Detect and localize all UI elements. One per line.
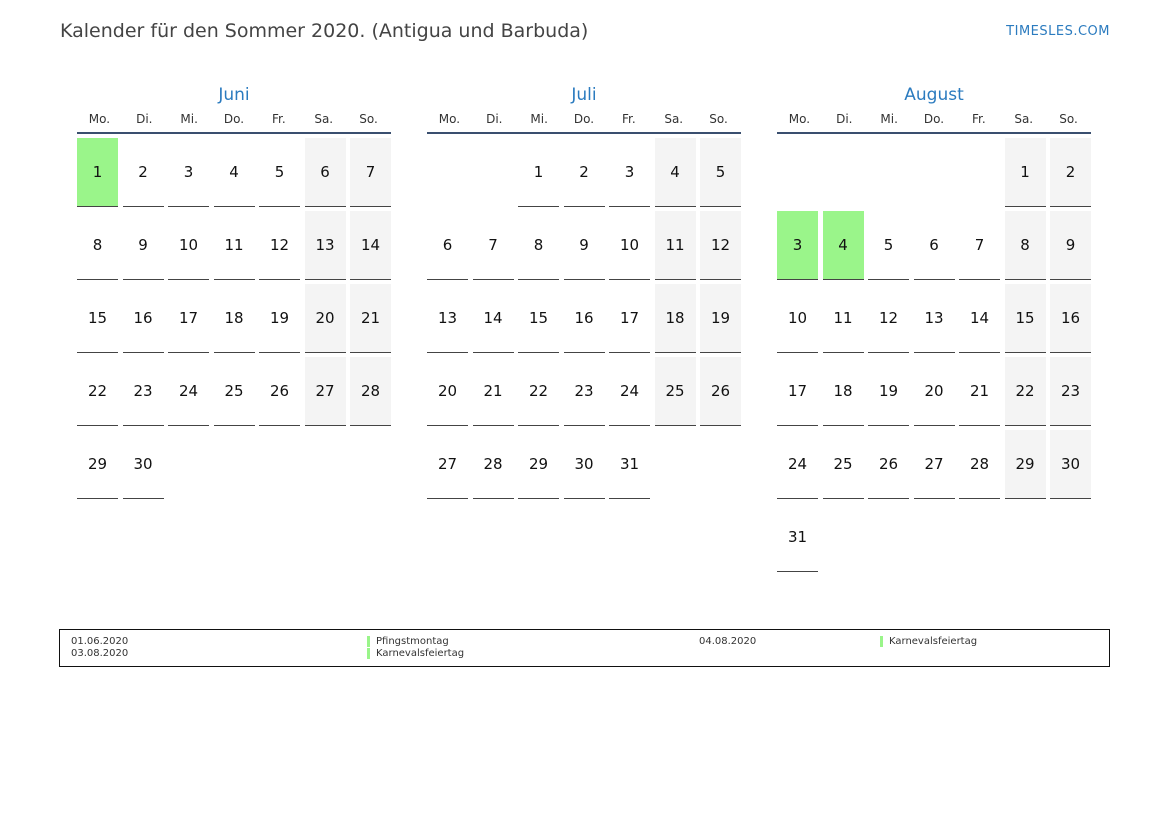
day-cell[interactable]: 4: [214, 138, 255, 207]
day-cell[interactable]: 9: [1050, 211, 1091, 280]
weekday-label: Do.: [573, 112, 595, 126]
day-cell[interactable]: 7: [959, 211, 1000, 280]
day-cell[interactable]: 22: [518, 357, 559, 426]
day-cell[interactable]: 23: [1050, 357, 1091, 426]
weekday-label: Mo.: [438, 112, 461, 126]
day-cell[interactable]: 17: [168, 284, 209, 353]
day-cell[interactable]: 29: [518, 430, 559, 499]
day-cell[interactable]: 28: [350, 357, 391, 426]
day-cell[interactable]: 11: [214, 211, 255, 280]
holiday-day-cell[interactable]: 1: [77, 138, 118, 207]
weekday-label: Fr.: [972, 112, 986, 126]
weekday-label: Mi.: [180, 112, 198, 126]
legend-holiday-name: Karnevalsfeiertag: [880, 636, 977, 647]
day-cell[interactable]: 28: [473, 430, 514, 499]
day-cell[interactable]: 15: [1005, 284, 1046, 353]
day-cell[interactable]: 30: [564, 430, 605, 499]
day-cell[interactable]: 26: [868, 430, 909, 499]
day-cell[interactable]: 10: [168, 211, 209, 280]
day-cell[interactable]: 18: [823, 357, 864, 426]
day-cell[interactable]: 11: [655, 211, 696, 280]
day-cell[interactable]: 24: [777, 430, 818, 499]
day-cell[interactable]: 2: [564, 138, 605, 207]
month-title: August: [904, 85, 964, 105]
day-cell[interactable]: 25: [655, 357, 696, 426]
weekday-label: Sa.: [314, 112, 334, 126]
day-cell[interactable]: 27: [305, 357, 346, 426]
legend-holiday-name: Karnevalsfeiertag: [367, 648, 464, 659]
weekday-label: So.: [1059, 112, 1078, 126]
day-cell[interactable]: 18: [214, 284, 255, 353]
day-cell[interactable]: 13: [427, 284, 468, 353]
day-cell[interactable]: 1: [1005, 138, 1046, 207]
day-cell[interactable]: 7: [473, 211, 514, 280]
day-cell[interactable]: 28: [959, 430, 1000, 499]
day-cell[interactable]: 3: [609, 138, 650, 207]
weekday-label: So.: [359, 112, 378, 126]
day-cell[interactable]: 8: [518, 211, 559, 280]
day-cell[interactable]: 10: [777, 284, 818, 353]
day-cell[interactable]: 27: [427, 430, 468, 499]
day-cell[interactable]: 10: [609, 211, 650, 280]
weekday-label: Mi.: [530, 112, 548, 126]
day-cell[interactable]: 11: [823, 284, 864, 353]
day-cell[interactable]: 22: [77, 357, 118, 426]
day-cell[interactable]: 25: [823, 430, 864, 499]
weekday-header: [77, 106, 391, 134]
day-cell[interactable]: 26: [700, 357, 741, 426]
month-june: [77, 84, 391, 473]
weekday-label: Sa.: [1014, 112, 1034, 126]
weekday-label: Di.: [486, 112, 503, 126]
day-cell[interactable]: 23: [564, 357, 605, 426]
legend-date: 01.06.2020: [71, 636, 129, 647]
day-cell[interactable]: 24: [609, 357, 650, 426]
day-cell[interactable]: 15: [518, 284, 559, 353]
weekday-label: Mi.: [880, 112, 898, 126]
day-cell[interactable]: 2: [1050, 138, 1091, 207]
day-cell[interactable]: 17: [777, 357, 818, 426]
day-cell[interactable]: 30: [1050, 430, 1091, 499]
day-cell[interactable]: 23: [123, 357, 164, 426]
day-cell[interactable]: 21: [473, 357, 514, 426]
day-cell[interactable]: 14: [350, 211, 391, 280]
weekday-label: Di.: [136, 112, 153, 126]
day-cell[interactable]: 31: [609, 430, 650, 499]
day-cell[interactable]: 22: [1005, 357, 1046, 426]
day-cell[interactable]: 27: [914, 430, 955, 499]
legend-holiday-name: Pfingstmontag: [367, 636, 449, 647]
page-title: Kalender für den Sommer 2020. (Antigua und Barbuda): [60, 20, 589, 42]
day-cell[interactable]: 31: [777, 503, 818, 572]
day-cell[interactable]: 16: [564, 284, 605, 353]
day-cell[interactable]: 18: [655, 284, 696, 353]
day-cell[interactable]: 26: [259, 357, 300, 426]
day-cell[interactable]: 6: [427, 211, 468, 280]
day-cell[interactable]: 21: [350, 284, 391, 353]
weekday-label: Fr.: [622, 112, 636, 126]
day-cell[interactable]: 17: [609, 284, 650, 353]
legend-date: 04.08.2020: [699, 636, 757, 647]
day-cell[interactable]: 19: [700, 284, 741, 353]
day-cell[interactable]: 16: [123, 284, 164, 353]
weekday-label: Do.: [223, 112, 245, 126]
day-cell[interactable]: 13: [305, 211, 346, 280]
weekday-label: Do.: [923, 112, 945, 126]
day-cell[interactable]: 16: [1050, 284, 1091, 353]
day-cell[interactable]: 7: [350, 138, 391, 207]
legend-date: 03.08.2020: [71, 648, 129, 659]
day-cell[interactable]: 29: [1005, 430, 1046, 499]
weekday-header: [427, 106, 741, 134]
day-cell[interactable]: 9: [123, 211, 164, 280]
day-cell[interactable]: 3: [168, 138, 209, 207]
day-cell[interactable]: 5: [700, 138, 741, 207]
day-cell[interactable]: 5: [868, 211, 909, 280]
day-cell[interactable]: 30: [123, 430, 164, 499]
day-cell[interactable]: 12: [868, 284, 909, 353]
day-cell[interactable]: 2: [123, 138, 164, 207]
holiday-legend: [59, 629, 1110, 667]
weekday-label: Di.: [836, 112, 853, 126]
month-title: Juli: [571, 85, 597, 105]
day-cell[interactable]: 14: [959, 284, 1000, 353]
day-cell[interactable]: 1: [518, 138, 559, 207]
day-cell[interactable]: 6: [305, 138, 346, 207]
month-august: [777, 84, 1091, 546]
day-cell[interactable]: 9: [564, 211, 605, 280]
weekday-label: Mo.: [88, 112, 111, 126]
day-cell[interactable]: 12: [259, 211, 300, 280]
day-cell[interactable]: 15: [77, 284, 118, 353]
day-cell[interactable]: 29: [77, 430, 118, 499]
weekday-label: So.: [709, 112, 728, 126]
day-cell[interactable]: 24: [168, 357, 209, 426]
holiday-day-cell[interactable]: 4: [823, 211, 864, 280]
weekday-label: Fr.: [272, 112, 286, 126]
month-title: Juni: [218, 85, 250, 105]
weekday-header: [777, 106, 1091, 134]
day-cell[interactable]: 20: [914, 357, 955, 426]
day-cell[interactable]: 19: [259, 284, 300, 353]
day-cell[interactable]: 5: [259, 138, 300, 207]
day-cell[interactable]: 4: [655, 138, 696, 207]
weekday-label: Mo.: [788, 112, 811, 126]
month-july: [427, 84, 741, 473]
day-cell[interactable]: 13: [914, 284, 955, 353]
day-cell[interactable]: 12: [700, 211, 741, 280]
day-cell[interactable]: 20: [305, 284, 346, 353]
day-cell[interactable]: 14: [473, 284, 514, 353]
day-cell[interactable]: 20: [427, 357, 468, 426]
day-cell[interactable]: 8: [1005, 211, 1046, 280]
day-cell[interactable]: 8: [77, 211, 118, 280]
day-cell[interactable]: 25: [214, 357, 255, 426]
day-cell[interactable]: 21: [959, 357, 1000, 426]
day-cell[interactable]: 6: [914, 211, 955, 280]
day-cell[interactable]: 19: [868, 357, 909, 426]
holiday-day-cell[interactable]: 3: [777, 211, 818, 280]
brand-link[interactable]: TIMESLES.COM: [1006, 24, 1110, 39]
weekday-label: Sa.: [664, 112, 684, 126]
